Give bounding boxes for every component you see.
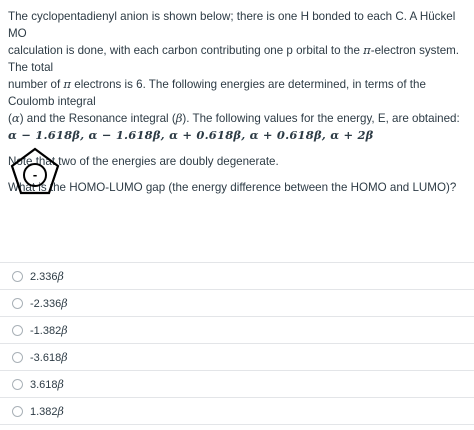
answer-option[interactable] (0, 397, 474, 425)
question-line-2b: -electron system. The total (8, 44, 460, 74)
answer-list (0, 262, 474, 425)
answer-option[interactable] (0, 370, 474, 397)
degeneracy-note: Note that two of the energies are doubly degenerate. (8, 155, 279, 168)
pentagon-ring-icon (8, 146, 62, 200)
answer-label (30, 405, 64, 418)
question-text (8, 8, 470, 196)
beta-symbol: β (175, 111, 183, 125)
question-line-1: The cyclopentadienyl anion is shown below; there is one H bonded to each C. A Hückel MO (8, 10, 456, 40)
cyclopentadienyl-anion-diagram (8, 146, 62, 200)
question-line-3b: electrons is 6. The following energies are determined, in terms of the Coulomb integral (8, 78, 426, 108)
radio-button[interactable] (12, 379, 23, 390)
radio-button[interactable] (12, 271, 23, 282)
answer-option[interactable] (0, 289, 474, 316)
radio-button[interactable] (12, 325, 23, 336)
answer-option[interactable] (0, 262, 474, 289)
beta-symbol: β (61, 323, 68, 337)
pi-symbol: π (63, 77, 72, 91)
answer-value: -1.382 (30, 324, 62, 337)
beta-symbol: β (61, 350, 68, 364)
answer-label (30, 378, 64, 391)
beta-symbol: β (61, 296, 68, 310)
answer-label (30, 324, 68, 337)
beta-symbol: β (57, 404, 64, 418)
question-line (8, 8, 470, 42)
answer-label (30, 297, 68, 310)
answer-value: 1.382 (30, 405, 58, 418)
answer-option[interactable] (0, 343, 474, 370)
question-line (8, 42, 470, 76)
beta-symbol: β (57, 377, 64, 391)
answer-value: 3.618 (30, 378, 58, 391)
radio-button[interactable] (12, 406, 23, 417)
beta-symbol: β (57, 269, 64, 283)
question-prompt: What is the HOMO-LUMO gap (the energy difference between the HOMO and LUMO)? (8, 181, 457, 194)
question-line (8, 76, 470, 110)
answer-value: -2.336 (30, 297, 62, 310)
question-line-4b: ) and the Resonance integral ( (19, 112, 176, 125)
question-line-4a: ( (8, 112, 12, 125)
question-line-2a: calculation is done, with each carbon contributing one p orbital to the (8, 44, 364, 57)
charge-label: - (32, 169, 38, 182)
question-line-3a: number of (8, 78, 64, 91)
alpha-symbol: α (11, 111, 20, 125)
answer-label (30, 270, 64, 283)
question-line-4c: ). The following values for the energy, E, are obtained: (182, 112, 460, 125)
answer-value: -3.618 (30, 351, 62, 364)
question-line (8, 110, 470, 127)
radio-button[interactable] (12, 298, 23, 309)
pi-symbol: π (363, 43, 371, 57)
answer-label (30, 351, 68, 364)
energy-values: α − 1.618β, α − 1.618β, α + 0.618β, α + 0.618β, α + 2β (8, 128, 374, 142)
radio-button[interactable] (12, 352, 23, 363)
answer-value: 2.336 (30, 270, 58, 283)
answer-option[interactable] (0, 316, 474, 343)
